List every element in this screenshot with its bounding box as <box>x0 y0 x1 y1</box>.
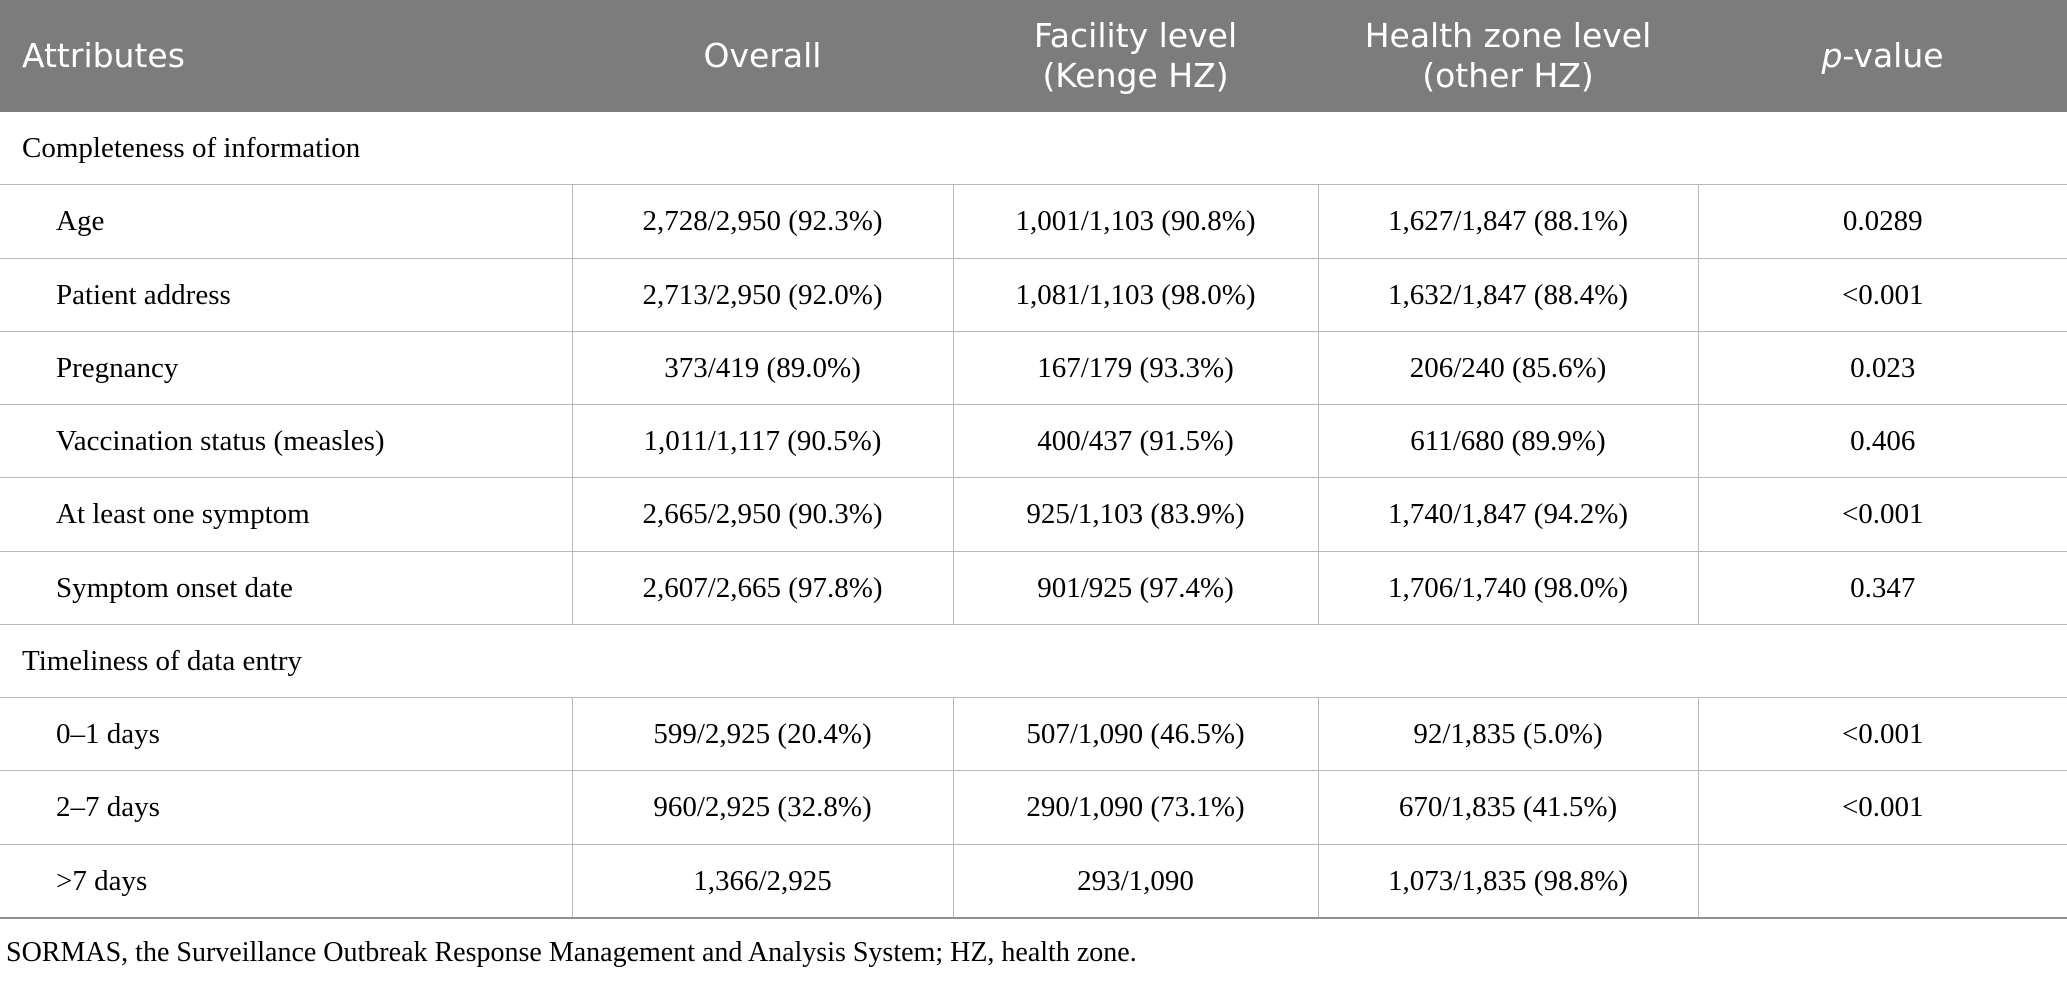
row-p-value: <0.001 <box>1698 258 2067 331</box>
row-health-zone: 1,632/1,847 (88.4%) <box>1318 258 1698 331</box>
row-overall: 2,713/2,950 (92.0%) <box>572 258 953 331</box>
row-facility: 1,001/1,103 (90.8%) <box>953 185 1318 258</box>
row-facility: 167/179 (93.3%) <box>953 331 1318 404</box>
row-p-value: 0.0289 <box>1698 185 2067 258</box>
facility-level-line1: Facility level <box>1033 15 1238 55</box>
table-row <box>0 258 2067 331</box>
column-header-health-zone-level <box>1318 0 1698 112</box>
row-attribute: 2–7 days <box>0 771 572 844</box>
row-p-value: <0.001 <box>1698 698 2067 771</box>
table-row <box>0 844 2067 918</box>
row-attribute: Symptom onset date <box>0 551 572 624</box>
row-overall: 2,607/2,665 (97.8%) <box>572 551 953 624</box>
row-facility: 507/1,090 (46.5%) <box>953 698 1318 771</box>
row-health-zone: 611/680 (89.9%) <box>1318 405 1698 478</box>
section-header-row <box>0 624 2067 697</box>
section-title: Completeness of information <box>0 112 2067 185</box>
row-health-zone: 1,073/1,835 (98.8%) <box>1318 844 1698 918</box>
row-p-value: <0.001 <box>1698 771 2067 844</box>
row-facility: 1,081/1,103 (98.0%) <box>953 258 1318 331</box>
row-overall: 960/2,925 (32.8%) <box>572 771 953 844</box>
row-facility: 290/1,090 (73.1%) <box>953 771 1318 844</box>
table-header <box>0 0 2067 112</box>
table-row <box>0 698 2067 771</box>
row-health-zone: 206/240 (85.6%) <box>1318 331 1698 404</box>
column-header-facility-level <box>953 0 1318 112</box>
row-facility: 400/437 (91.5%) <box>953 405 1318 478</box>
column-header-overall: Overall <box>572 0 953 112</box>
row-health-zone: 92/1,835 (5.0%) <box>1318 698 1698 771</box>
row-p-value: 0.023 <box>1698 331 2067 404</box>
row-overall: 2,728/2,950 (92.3%) <box>572 185 953 258</box>
table-header-row <box>0 0 2067 112</box>
row-overall: 599/2,925 (20.4%) <box>572 698 953 771</box>
facility-level-line2: (Kenge HZ) <box>1042 56 1229 95</box>
table-row <box>0 551 2067 624</box>
row-overall: 1,366/2,925 <box>572 844 953 918</box>
row-facility: 925/1,103 (83.9%) <box>953 478 1318 551</box>
row-health-zone: 670/1,835 (41.5%) <box>1318 771 1698 844</box>
table-body <box>0 112 2067 918</box>
row-health-zone: 1,627/1,847 (88.1%) <box>1318 185 1698 258</box>
table-row <box>0 331 2067 404</box>
section-header-row <box>0 112 2067 185</box>
column-header-p-value <box>1698 0 2067 112</box>
table-row <box>0 185 2067 258</box>
row-health-zone: 1,706/1,740 (98.0%) <box>1318 551 1698 624</box>
section-title: Timeliness of data entry <box>0 624 2067 697</box>
row-attribute: At least one symptom <box>0 478 572 551</box>
row-attribute: Patient address <box>0 258 572 331</box>
row-attribute: >7 days <box>0 844 572 918</box>
row-overall: 1,011/1,117 (90.5%) <box>572 405 953 478</box>
p-value-suffix: -value <box>1842 35 1944 75</box>
row-p-value: <0.001 <box>1698 478 2067 551</box>
row-attribute: Age <box>0 185 572 258</box>
table-footnote: SORMAS, the Surveillance Outbreak Response Management and Analysis System; HZ, health zone. <box>6 936 1137 968</box>
row-overall: 373/419 (89.0%) <box>572 331 953 404</box>
row-facility: 901/925 (97.4%) <box>953 551 1318 624</box>
health-zone-level-line2: (other HZ) <box>1422 56 1594 95</box>
row-facility: 293/1,090 <box>953 844 1318 918</box>
row-overall: 2,665/2,950 (90.3%) <box>572 478 953 551</box>
p-value-italic: p <box>1821 35 1843 75</box>
row-attribute: Pregnancy <box>0 331 572 404</box>
row-attribute: Vaccination status (measles) <box>0 405 572 478</box>
row-p-value: 0.347 <box>1698 551 2067 624</box>
table-row <box>0 771 2067 844</box>
column-header-attributes: Attributes <box>0 0 572 112</box>
table-row <box>0 405 2067 478</box>
row-p-value: 0.406 <box>1698 405 2067 478</box>
row-health-zone: 1,740/1,847 (94.2%) <box>1318 478 1698 551</box>
health-zone-level-line1: Health zone level <box>1364 15 1652 55</box>
row-p-value <box>1698 844 2067 918</box>
table-row <box>0 478 2067 551</box>
row-attribute: 0–1 days <box>0 698 572 771</box>
